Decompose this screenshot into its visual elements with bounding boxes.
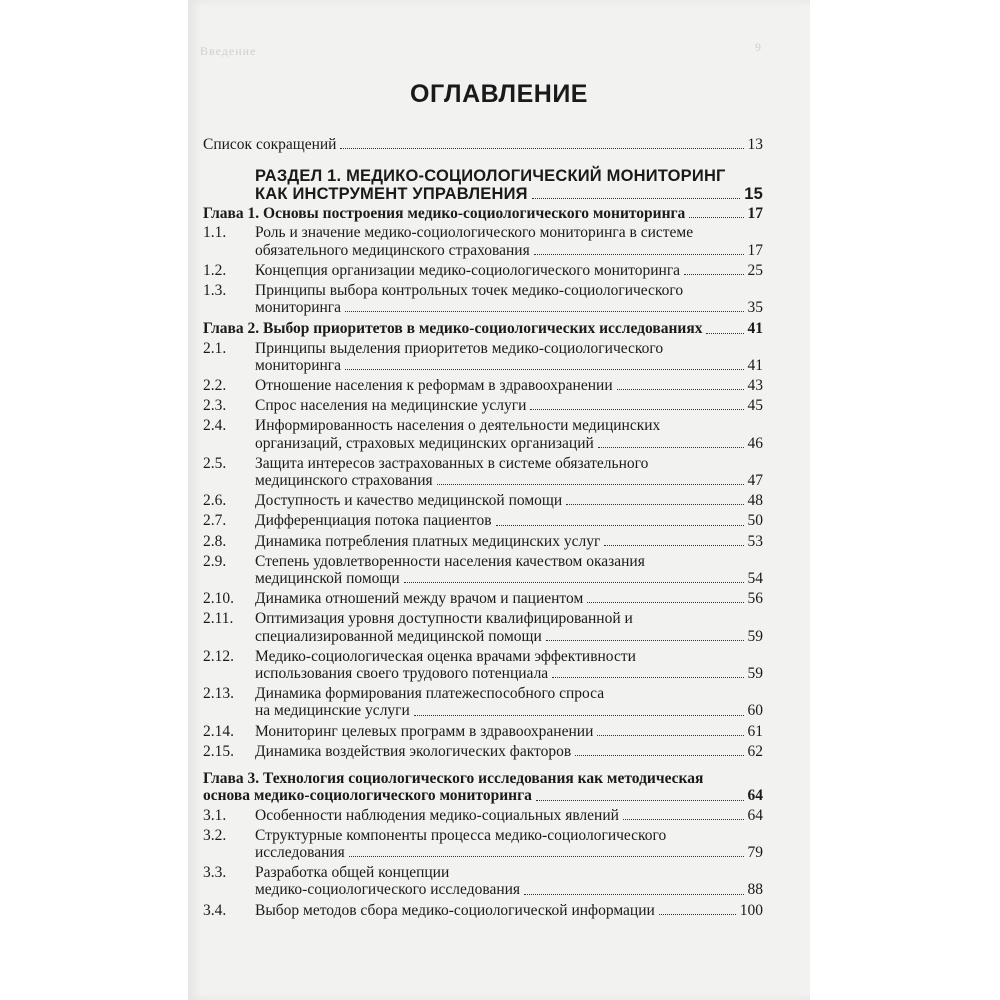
toc-entry-number: 2.12. <box>203 647 234 665</box>
dot-leader <box>349 856 744 857</box>
dot-leader <box>597 735 743 736</box>
toc-entry <box>203 590 763 607</box>
toc-entry-title: Динамика отношений между врачом и пациентом <box>255 590 584 608</box>
toc-entry <box>203 136 763 153</box>
dot-leader <box>598 447 744 448</box>
toc-entry-title: Структурные компоненты процесса медико-социологического <box>255 826 667 844</box>
toc-entry-title: Спрос населения на медицинские услуги <box>255 397 527 415</box>
toc-entry <box>203 282 763 316</box>
dot-leader <box>536 800 744 801</box>
toc-entry-number: 3.1. <box>203 806 227 824</box>
toc-chapter <box>203 320 763 337</box>
dot-leader <box>345 311 743 312</box>
toc-entry-number: 2.8. <box>203 532 227 550</box>
toc-entry-title: Глава 3. Технология социологического исследования как методическая <box>203 770 704 788</box>
toc-page-number: 41 <box>747 356 763 374</box>
toc-entry-title: Список сокращений <box>203 136 337 153</box>
toc-entry-title: исследования <box>255 843 345 861</box>
dot-leader <box>532 198 741 199</box>
toc-entry-number: 2.15. <box>203 742 234 760</box>
dot-leader <box>617 389 744 390</box>
toc-entry-number: 2.11. <box>203 610 234 628</box>
toc-entry-number: 3.4. <box>203 901 227 919</box>
dot-leader <box>706 333 743 334</box>
dot-leader <box>659 914 736 915</box>
toc-entry-title: организаций, страховых медицинских организаций <box>255 434 594 452</box>
toc-page-number: 60 <box>747 702 763 720</box>
toc-entry-title: Выбор методов сбора медико-социологической информации <box>255 901 655 919</box>
toc-section <box>203 167 763 203</box>
toc-entry-number: 1.3. <box>203 282 227 300</box>
toc-page-number: 53 <box>747 532 763 550</box>
toc-entry-title: медико-социологического исследования <box>255 881 521 899</box>
toc-entry-number: 1.1. <box>203 224 227 242</box>
page-title: ОГЛАВЛЕНИЕ <box>410 80 588 108</box>
toc-entry-title: специализированной медицинской помощи <box>255 627 542 645</box>
toc-page-number: 45 <box>747 397 763 415</box>
toc-entry <box>203 492 763 509</box>
dot-leader <box>552 677 743 678</box>
toc-page-number: 43 <box>747 377 763 395</box>
toc-entry-number: 2.2. <box>203 377 227 395</box>
dot-leader <box>437 484 744 485</box>
toc-entry-number: 2.13. <box>203 685 234 703</box>
toc-page-number: 62 <box>747 742 763 760</box>
toc-entry-number: 2.5. <box>203 454 227 472</box>
dot-leader <box>404 582 744 583</box>
toc-entry <box>203 533 763 550</box>
toc-entry <box>203 685 763 719</box>
toc-page-number: 50 <box>747 512 763 530</box>
toc-entry-title: Мониторинг целевых программ в здравоохранении <box>255 722 594 740</box>
toc-entry-title: на медицинские услуги <box>255 702 410 720</box>
toc-page-number: 17 <box>747 205 763 223</box>
toc-entry-title: основа медико-социологического мониторинга <box>203 787 532 805</box>
toc-entry <box>203 743 763 760</box>
bleed-through-page-number: 9 <box>755 40 761 54</box>
toc-entry-number: 2.14. <box>203 722 234 740</box>
toc-page-number: 59 <box>747 627 763 645</box>
toc-page-number: 15 <box>744 185 763 204</box>
toc-page-number: 48 <box>747 492 763 510</box>
toc-page-number: 13 <box>747 136 763 153</box>
dot-leader <box>684 274 743 275</box>
toc-page-number: 35 <box>747 299 763 317</box>
toc-entry-title: КАК ИНСТРУМЕНТ УПРАВЛЕНИЯ <box>255 185 528 204</box>
toc-entry <box>203 723 763 740</box>
dot-leader <box>524 894 743 895</box>
dot-leader <box>546 640 744 641</box>
toc-entry <box>203 512 763 529</box>
toc-entry-number: 2.3. <box>203 397 227 415</box>
toc-entry-title: Принципы выделения приоритетов медико-социологического <box>255 339 664 357</box>
toc-entry-number: 2.1. <box>203 339 227 357</box>
dot-leader <box>530 409 743 410</box>
toc-entry-title: Информированность населения о деятельности медицинских <box>255 417 661 435</box>
toc-entry <box>203 340 763 374</box>
toc-page-number: 56 <box>747 590 763 608</box>
toc-page-number: 46 <box>747 434 763 452</box>
toc-entry-title: Защита интересов застрахованных в системе обязательного <box>255 454 649 472</box>
toc-entry-title: Динамика воздействия экологических факторов <box>255 742 572 760</box>
toc-page-number: 64 <box>747 787 763 805</box>
toc-entry-title: Дифференциация потока пациентов <box>255 512 492 530</box>
dot-leader <box>566 504 743 505</box>
toc-entry <box>203 262 763 279</box>
toc-entry-title: Принципы выбора контрольных точек медико-социологического <box>255 282 684 300</box>
dot-leader <box>587 602 743 603</box>
toc-page-number: 25 <box>747 261 763 279</box>
bleed-through-header: Введение <box>200 44 257 58</box>
toc-entry <box>203 224 763 258</box>
dot-leader <box>604 545 743 546</box>
toc-entry-title: Концепция организации медико-социологического мониторинга <box>255 261 681 279</box>
toc-entry-title: Динамика формирования платежеспособного спроса <box>255 685 605 703</box>
toc-page-number: 41 <box>747 320 763 338</box>
toc-entry-title: Степень удовлетворенности населения качеством оказания <box>255 552 645 570</box>
toc-entry-title: мониторинга <box>255 299 342 317</box>
toc-chapter <box>203 205 763 222</box>
toc-entry-title: мониторинга <box>255 356 342 374</box>
dot-leader <box>345 369 743 370</box>
toc-chapter <box>203 770 763 804</box>
toc-page-number: 61 <box>747 722 763 740</box>
toc-entry-number: 1.2. <box>203 261 227 279</box>
toc-entry-title: Доступность и качество медицинской помощи <box>255 492 563 510</box>
toc-entry <box>203 553 763 587</box>
toc-entry-title: Отношение населения к реформам в здравоохранении <box>255 377 613 395</box>
toc-entry-title: обязательного медицинского страхования <box>255 241 530 259</box>
toc-page-number: 17 <box>747 241 763 259</box>
toc-entry <box>203 827 763 861</box>
toc-entry-title: Оптимизация уровня доступности квалифицированной и <box>255 610 633 628</box>
toc-entry-number: 2.6. <box>203 492 227 510</box>
toc-page-number: 54 <box>747 570 763 588</box>
toc-entry-title: использования своего трудового потенциала <box>255 665 549 683</box>
toc-entry-title: медицинского страхования <box>255 472 433 490</box>
dot-leader <box>414 715 744 716</box>
toc-entry-number: 3.3. <box>203 864 227 882</box>
toc-entry <box>203 377 763 394</box>
toc-entry <box>203 610 763 644</box>
toc-page-number: 64 <box>747 806 763 824</box>
dot-leader <box>575 755 743 756</box>
toc-entry <box>203 648 763 682</box>
toc-entry-title: Разработка общей концепции <box>255 864 450 882</box>
dot-leader <box>496 525 744 526</box>
toc-entry-title: Глава 1. Основы построения медико-социологического мониторинга <box>203 205 686 223</box>
toc-entry <box>203 864 763 898</box>
toc-page-number: 100 <box>739 901 763 919</box>
toc-entry-title: Глава 2. Выбор приоритетов в медико-социологических исследованиях <box>203 320 703 338</box>
toc-entry-number: 2.4. <box>203 417 227 435</box>
toc-page-number: 59 <box>747 665 763 683</box>
toc-entry-title: РАЗДЕЛ 1. МЕДИКО-СОЦИОЛОГИЧЕСКИЙ МОНИТОРИНГ <box>255 167 726 186</box>
toc-entry-number: 2.9. <box>203 552 227 570</box>
toc-entry-title: Динамика потребления платных медицинских услуг <box>255 532 601 550</box>
toc-page-number: 79 <box>747 843 763 861</box>
dot-leader <box>689 217 743 218</box>
toc-entry <box>203 902 763 919</box>
toc-entry-title: Медико-социологическая оценка врачами эффективности <box>255 647 636 665</box>
dot-leader <box>340 148 743 149</box>
toc-entry <box>203 417 763 451</box>
toc-entry-number: 2.10. <box>203 590 234 608</box>
toc-entry-number: 2.7. <box>203 512 227 530</box>
toc-entry-title: медицинской помощи <box>255 570 400 588</box>
toc-entry-number: 3.2. <box>203 826 227 844</box>
toc-page-number: 88 <box>747 881 763 899</box>
dot-leader <box>623 819 744 820</box>
table-of-contents <box>203 130 763 919</box>
toc-page-number: 47 <box>747 472 763 490</box>
toc-entry-title: Роль и значение медико-социологического мониторинга в системе <box>255 224 694 242</box>
dot-leader <box>534 254 744 255</box>
toc-entry <box>203 455 763 489</box>
toc-entry-title: Особенности наблюдения медико-социальных явлений <box>255 806 619 824</box>
toc-entry <box>203 397 763 414</box>
toc-entry <box>203 807 763 824</box>
